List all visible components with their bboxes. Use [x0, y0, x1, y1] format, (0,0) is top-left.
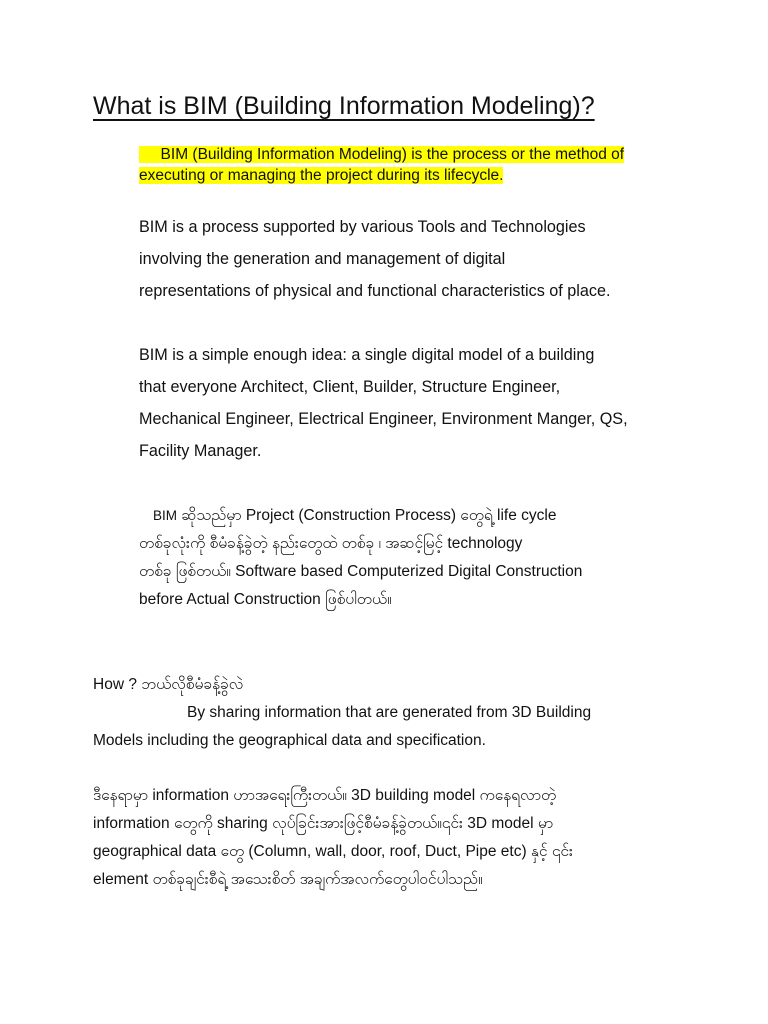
bim-lead-word: BIM [153, 508, 178, 523]
paragraph-line [139, 502, 699, 530]
paragraph-line: By sharing information that are generated from 3D Building [187, 704, 592, 721]
paragraph-line: BIM is a simple enough idea: a single digital model of a building [139, 346, 595, 364]
highlight-line-2: executing or managing the project during its lifecycle. [139, 167, 504, 184]
paragraph-line: representations of physical and functional characteristics of place. [139, 282, 611, 300]
highlight-text-1: BIM (Building Information Modeling) is the process or the method of [160, 146, 625, 163]
paragraph-line: before Actual Construction ဖြစ်ပါတယ်။ [139, 591, 392, 608]
myanmar-line-1-text: ဆိုသည်မှာ Project (Construction Process) တွေရဲ့ life cycle [181, 507, 557, 524]
page-title: What is BIM (Building Information Modeling)? [93, 92, 595, 120]
paragraph-line: BIM is a process supported by various Tools and Technologies [139, 218, 586, 236]
paragraph-line: တစ်ခု ဖြစ်တယ်။ Software based Computerized Digital Construction [139, 563, 583, 580]
paragraph-bim-process [139, 211, 611, 307]
paragraph-line: geographical data တွေ (Column, wall, door, roof, Duct, Pipe etc) နှင့် ၎င်း [93, 843, 573, 860]
paragraph-line: involving the generation and management of digital [139, 250, 506, 268]
paragraph-line: Mechanical Engineer, Electrical Engineer, Environment Manger, QS, [139, 410, 628, 428]
highlight-line-1 [139, 146, 624, 163]
paragraph-line: information တွေကို sharing လုပ်ခြင်းအားဖြင့်စီမံခန့်ခွဲတယ်။၎င်း 3D model မှာ [93, 815, 554, 832]
highlighted-definition [139, 144, 684, 186]
how-section [93, 671, 693, 755]
paragraph-information-sharing [93, 782, 693, 894]
paragraph-line: element တစ်ခုချင်းစီရဲ့ အသေးစိတ် အချက်အလက်တွေပါဝင်ပါသည်။ [93, 871, 483, 888]
paragraph-line: ဒီနေရာမှာ information ဟာအရေးကြီးတယ်။ 3D building model ကနေရလာတဲ့ [93, 787, 557, 804]
paragraph-bim-idea [139, 339, 628, 467]
paragraph-line: တစ်ခုလုံးကို စီမံခန့်ခွဲတဲ့ နည်းတွေထဲ တစ်ခု ၊ အဆင့်မြင့် technology [139, 535, 523, 552]
how-heading: How ? ဘယ်လိုစီမံခန့်ခွဲလဲ [93, 676, 244, 693]
paragraph-line: Models including the geographical data and specification. [93, 732, 486, 749]
paragraph-myanmar-bim [139, 502, 699, 614]
paragraph-line: that everyone Architect, Client, Builder, Structure Engineer, [139, 378, 561, 396]
paragraph-line: Facility Manager. [139, 442, 262, 460]
